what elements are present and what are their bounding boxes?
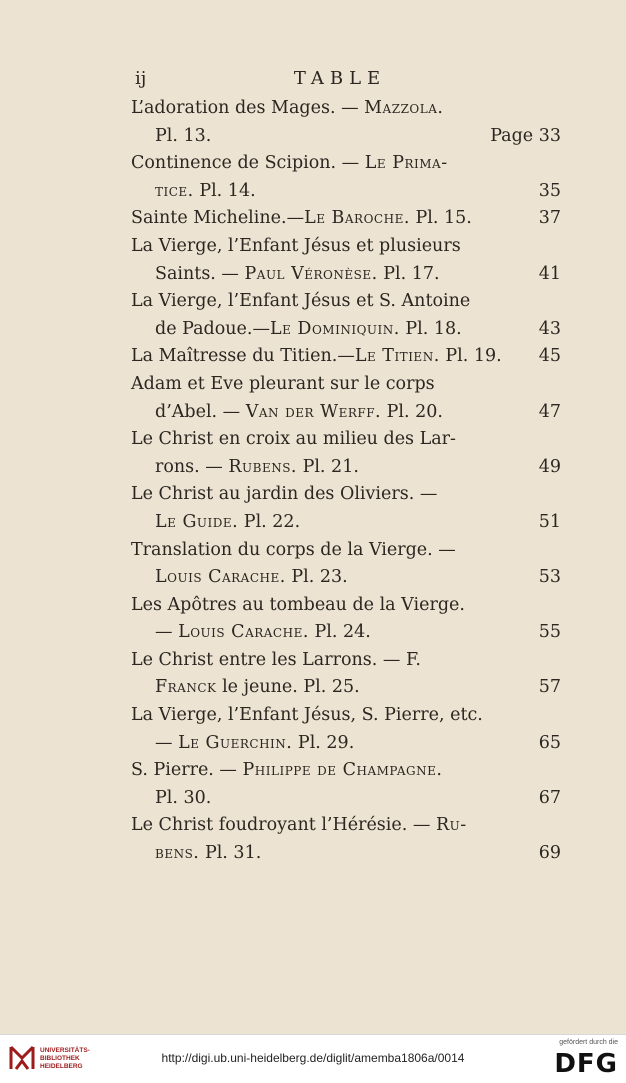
toc-entry-text: [131, 702, 483, 730]
toc-line: [131, 840, 571, 868]
toc-line: [131, 592, 571, 620]
toc-line: [131, 674, 571, 702]
toc-line: [131, 454, 571, 482]
toc-line: [131, 343, 571, 371]
toc-entry-text: [155, 178, 256, 206]
page-number: 41: [538, 263, 561, 284]
toc-line: [131, 812, 571, 840]
funding-note: gefördert durch die: [559, 1039, 618, 1046]
artist-name: Mazzola.: [364, 98, 444, 118]
toc-line: [131, 178, 571, 206]
toc-line: [131, 316, 571, 344]
page-header: [130, 68, 550, 94]
toc-line: [131, 150, 571, 178]
entry-text: La Vierge, l’Enfant Jésus et S. Antoine: [131, 291, 471, 312]
page-number: 65: [538, 732, 561, 753]
artist-name: Le Baroche.: [304, 208, 410, 229]
toc-entry-text: [155, 564, 348, 592]
artist-name: Philippe de Champagne.: [242, 760, 443, 781]
artist-name: bens.: [155, 843, 200, 864]
entry-text: —: [155, 732, 179, 753]
toc-entry-text: [155, 619, 371, 647]
page-title: TABLE: [293, 68, 387, 89]
entry-text: Pl. 18.: [399, 318, 462, 339]
artist-name: Le Dominiquin.: [269, 318, 400, 339]
toc-entry-text: [131, 233, 461, 261]
toc-line: [131, 537, 571, 565]
toc-line: [131, 233, 571, 261]
toc-line: [131, 509, 571, 537]
entry-text: Le Christ foudroyant l’Hérésie. —: [131, 815, 436, 836]
toc-entry-text: [155, 730, 354, 758]
entry-text: Pl. 23.: [285, 567, 348, 588]
page-number: Page 33: [490, 125, 561, 146]
page-number: 69: [538, 843, 561, 864]
toc-entry-text: [155, 674, 360, 702]
toc-line: [131, 426, 571, 454]
toc-line: [131, 481, 571, 509]
artist-name: Rubens.: [228, 456, 297, 477]
entry-text: Pl. 15.: [409, 208, 472, 229]
entry-text: Saints. —: [155, 263, 245, 284]
toc-line: [131, 123, 571, 151]
entry-text: Pl. 21.: [297, 456, 359, 477]
artist-name: Ru-: [435, 815, 467, 836]
toc-line: [131, 647, 571, 675]
page-number: 43: [538, 318, 561, 339]
toc-line: [131, 371, 571, 399]
artist-name: Franck: [155, 677, 217, 698]
toc-entry-text: [155, 261, 440, 289]
toc-line: [131, 730, 571, 758]
entry-text: Pl. 31.: [199, 843, 262, 864]
entry-text: Adam et Eve pleurant sur le corps: [131, 373, 435, 394]
page-number: 57: [538, 677, 561, 698]
entry-text: rons. —: [155, 456, 229, 477]
toc-line: [131, 564, 571, 592]
toc-line: [131, 261, 571, 289]
toc-entry-text: [131, 757, 442, 785]
toc-line: [131, 95, 571, 123]
toc-entry-text: [131, 647, 421, 675]
entry-text: Pl. 29.: [292, 732, 355, 753]
entry-text: Les Apôtres au tombeau de la Vierge.: [131, 594, 465, 615]
entry-text: Le Christ au jardin des Oliviers. —: [131, 484, 438, 505]
toc-entry-text: [155, 123, 211, 151]
artist-name: Le Titien.: [354, 346, 440, 367]
toc-entry-text: [131, 481, 437, 509]
toc-entry-text: [131, 95, 443, 123]
entry-text: Translation du corps de la Vierge. —: [131, 539, 456, 560]
entry-text: Pl. 22.: [238, 511, 301, 532]
toc-entry-text: [131, 426, 456, 454]
page-number: 51: [538, 511, 561, 532]
toc-entry-text: [155, 399, 443, 427]
entry-text: —: [155, 622, 179, 643]
toc-entry-text: [155, 509, 300, 537]
toc-line: [131, 702, 571, 730]
toc-entry-text: [131, 812, 467, 840]
viewer-footer: [0, 1034, 626, 1083]
toc-line: [131, 205, 571, 233]
artist-name: Louis Carache.: [178, 622, 309, 643]
entry-text: Le Christ en croix au milieu des Lar-: [131, 429, 456, 450]
toc-entry-text: [131, 288, 470, 316]
artist-name: tice.: [155, 180, 194, 201]
page-number: 53: [538, 567, 561, 588]
artist-name: Van der Werff.: [245, 401, 382, 422]
page-number: 49: [538, 456, 561, 477]
entry-text: Le Christ entre les Larrons. — F.: [131, 649, 421, 670]
entry-text: de Padoue.—: [155, 318, 270, 339]
toc-entry-text: [131, 343, 502, 371]
toc-entry-text: [131, 592, 465, 620]
toc-entry-text: [131, 150, 448, 178]
toc-entry-text: [131, 205, 472, 233]
entry-text: le jeune. Pl. 25.: [216, 677, 360, 698]
entry-text: Pl. 14.: [193, 180, 256, 201]
page-number: 35: [538, 180, 561, 201]
entry-text: d’Abel. —: [155, 401, 246, 422]
entry-text: Continence de Scipion. —: [131, 153, 365, 174]
page-number: 37: [538, 208, 561, 229]
entry-text: Pl. 17.: [377, 263, 440, 284]
dfg-logo: DFG: [554, 1049, 618, 1079]
toc-entry-text: [131, 537, 456, 565]
entry-text: S. Pierre. —: [131, 760, 243, 781]
toc-line: [131, 399, 571, 427]
table-of-contents: [131, 95, 571, 868]
toc-line: [131, 288, 571, 316]
artist-name: Le Guerchin.: [178, 732, 293, 753]
toc-entry-text: [155, 785, 211, 813]
entry-text: La Maîtresse du Titien.—: [131, 346, 355, 367]
folio-number: ij: [135, 68, 147, 89]
toc-line: [131, 757, 571, 785]
library-name: UNIVERSITÄTS- BIBLIOTHEK HEIDELBERG: [40, 1047, 90, 1070]
toc-line: [131, 785, 571, 813]
page-number: 67: [538, 787, 561, 808]
artist-name: Louis Carache.: [155, 567, 286, 588]
entry-text: La Vierge, l’Enfant Jésus, S. Pierre, etc.: [131, 705, 483, 726]
toc-entry-text: [155, 316, 462, 344]
page-number: 47: [538, 401, 561, 422]
entry-text: Sainte Micheline.—: [131, 208, 305, 229]
entry-text: Pl. 30.: [155, 787, 212, 808]
entry-text: L’adoration des Mages. —: [131, 98, 365, 118]
page-number: 45: [538, 346, 561, 367]
artist-name: Le Prima-: [364, 153, 448, 174]
toc-line: [131, 619, 571, 647]
entry-text: La Vierge, l’Enfant Jésus et plusieurs: [131, 235, 461, 256]
toc-entry-text: [155, 454, 359, 482]
entry-text: Pl. 13.: [155, 125, 212, 146]
entry-text: Pl. 19.: [439, 346, 502, 367]
entry-text: Pl. 24.: [308, 622, 371, 643]
permalink-url[interactable]: http://digi.ub.uni-heidelberg.de/diglit/amemba1806a/0014: [161, 1051, 465, 1065]
artist-name: Paul Véronèse.: [244, 263, 378, 284]
entry-text: Pl. 20.: [381, 401, 443, 422]
page-number: 55: [538, 622, 561, 643]
toc-entry-text: [155, 840, 261, 868]
toc-entry-text: [131, 371, 435, 399]
artist-name: Le Guide.: [155, 511, 239, 532]
